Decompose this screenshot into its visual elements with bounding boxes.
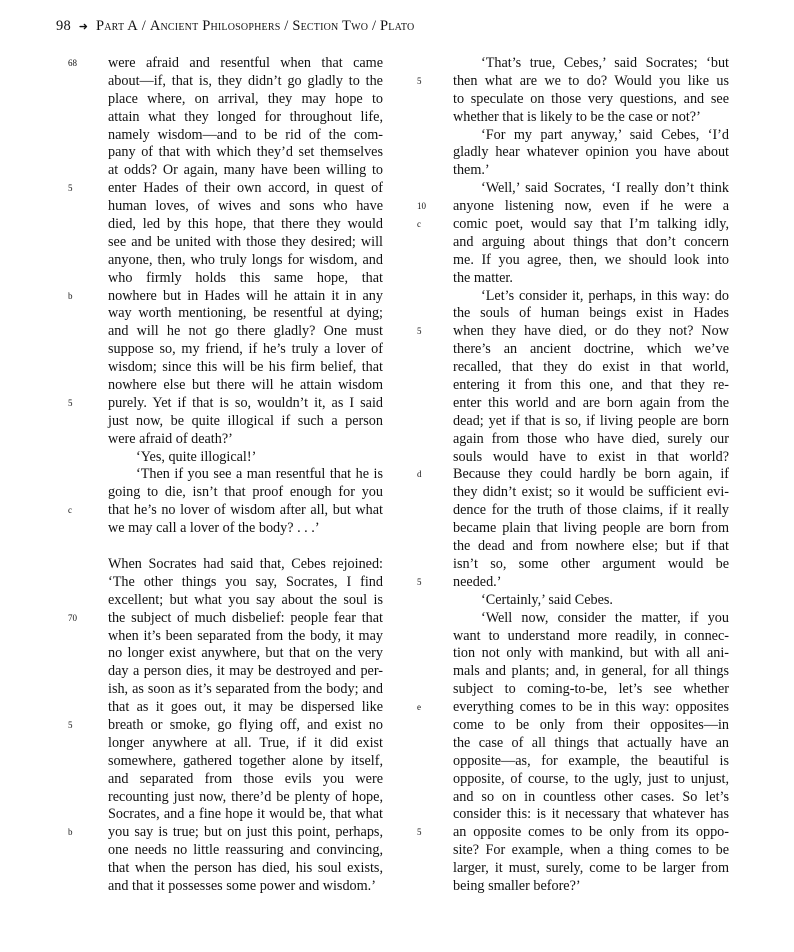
text-line xyxy=(108,73,383,91)
line-text: want to understand more readily, in connec- xyxy=(453,627,729,644)
line-text: dead; yet if that is so, if living people are born xyxy=(453,412,729,429)
header-separator: / xyxy=(284,18,289,34)
line-text: the subject of much disbelief: people fear that xyxy=(108,609,383,626)
line-text: and separated from those evils you were xyxy=(108,770,383,787)
text-line xyxy=(108,234,383,252)
line-text: Socrates, and a fine hope it would be, that what xyxy=(108,806,383,823)
text-line xyxy=(417,72,729,91)
line-text: human loves, of wives and sons who have xyxy=(108,198,383,215)
text-line xyxy=(108,753,383,771)
text-line xyxy=(453,449,729,467)
left-text-column xyxy=(68,55,383,896)
line-text: then what are we to do? Would you like us xyxy=(453,72,729,89)
margin-line-marker: b xyxy=(68,827,73,838)
line-text: come to be only from their opposites—in xyxy=(453,716,729,733)
text-line xyxy=(108,359,383,377)
text-line xyxy=(453,663,729,681)
text-line xyxy=(108,305,383,323)
text-line xyxy=(453,520,729,538)
line-text: that as it goes out, it may be dispersed like xyxy=(108,699,383,716)
text-line xyxy=(108,144,383,162)
line-text: the case of all things that actually have an xyxy=(453,734,729,751)
line-text: opposite, of course, to the ugly, just to unjust, xyxy=(453,770,729,787)
line-text: ‘Then if you see a man resentful that he is xyxy=(136,466,383,483)
text-line xyxy=(108,91,383,109)
text-line xyxy=(108,556,383,574)
text-line xyxy=(108,449,383,467)
line-text: wisdom; since this will be his firm belief, that xyxy=(108,359,383,376)
header-author: Plato xyxy=(380,18,415,34)
text-line xyxy=(453,127,729,145)
line-text: enter Hades of their own accord, in quest of xyxy=(108,180,383,197)
text-line xyxy=(417,824,729,842)
right-text-column xyxy=(417,55,729,896)
text-line xyxy=(108,806,383,824)
line-text: at odds? Or again, many have been willing to xyxy=(108,162,383,179)
line-text: comic poet, would say that I’m talking idly, xyxy=(453,216,729,233)
text-line xyxy=(453,413,729,431)
line-text: and will he not go there gladly? One must xyxy=(108,323,383,340)
text-line xyxy=(108,466,383,484)
header-separator: / xyxy=(371,18,377,34)
line-text: them.’ xyxy=(453,162,490,179)
text-line xyxy=(453,431,729,449)
line-text: enter this world and are born again from the xyxy=(453,394,729,411)
text-line xyxy=(453,592,729,610)
text-line xyxy=(108,270,383,288)
line-text: tion not only with mankind, but with all ani- xyxy=(453,645,729,662)
header-section-a: Ancient Philosophers xyxy=(149,18,281,34)
margin-line-marker: 5 xyxy=(68,719,73,730)
margin-line-marker: 5 xyxy=(417,326,422,337)
text-line xyxy=(108,681,383,699)
line-text: ‘For my part anyway,’ said Cebes, ‘I’d xyxy=(481,126,729,143)
text-line xyxy=(108,699,383,717)
line-text: one needs no little reassuring and convincing, xyxy=(108,842,383,859)
line-text: mals and plants; and, in general, for all things xyxy=(453,663,729,680)
line-text: entering it from this one, and that they re- xyxy=(453,377,729,394)
line-text: we may call a lover of the body? . . .’ xyxy=(108,520,320,537)
line-text: ‘Let’s consider it, perhaps, in this way: do xyxy=(481,287,729,304)
text-line xyxy=(108,574,383,592)
text-line xyxy=(453,878,729,896)
text-line xyxy=(453,502,729,520)
text-line xyxy=(453,645,729,663)
margin-line-marker: b xyxy=(68,290,73,301)
line-text: namely wisdom—and to be rid of the com- xyxy=(108,126,383,143)
text-line xyxy=(453,842,729,860)
line-text: died, led by this hope, that there they would xyxy=(108,216,383,233)
text-line xyxy=(108,878,383,896)
text-line xyxy=(68,824,383,842)
line-text: no longer exist anywhere, but that on the very xyxy=(108,645,383,662)
paragraph-gap xyxy=(108,538,383,556)
text-line xyxy=(108,771,383,789)
text-line xyxy=(108,735,383,753)
line-text: ‘That’s true, Cebes,’ said Socrates; ‘but xyxy=(481,55,729,71)
line-text: place where, on arrival, they may hope to xyxy=(108,90,383,107)
line-text: again from those who have died, surely our xyxy=(453,430,729,447)
line-text: you say is true; but on just this point, perhaps, xyxy=(108,824,383,841)
line-text: anyone listening now, even if he were a xyxy=(453,198,729,215)
running-header xyxy=(56,18,414,35)
line-text: the dead and from nowhere else; but if that xyxy=(453,538,729,555)
text-line xyxy=(108,842,383,860)
line-text: ‘Well now, consider the matter, if you xyxy=(481,609,729,626)
text-line xyxy=(453,556,729,574)
text-line xyxy=(108,520,383,538)
text-line xyxy=(417,198,729,216)
header-part: Part A xyxy=(95,18,138,34)
text-line xyxy=(453,288,729,306)
text-line xyxy=(453,234,729,252)
text-line xyxy=(417,699,729,717)
text-line xyxy=(68,180,383,198)
text-line xyxy=(453,753,729,771)
line-text: nowhere but in Hades will he attain it in any xyxy=(108,287,383,304)
line-text: breath or smoke, go flying off, and exist no xyxy=(108,716,383,733)
line-text: an opposite comes to be only from its oppo- xyxy=(453,824,729,841)
text-line xyxy=(453,359,729,377)
text-line xyxy=(417,573,729,592)
line-text: way worth mentioning, be resentful at dying; xyxy=(108,305,383,322)
text-line xyxy=(453,180,729,198)
text-line xyxy=(108,413,383,431)
text-line xyxy=(417,466,729,484)
line-text: larger, it must, surely, come to be larger from xyxy=(453,860,729,877)
line-text: When Socrates had said that, Cebes rejoined: xyxy=(108,555,383,572)
line-text: longer anywhere at all. True, if it did exist xyxy=(108,734,383,751)
line-text: consider this: is it necessary that whatever has xyxy=(453,806,729,823)
page-number: 98 xyxy=(56,18,71,34)
text-line xyxy=(453,717,729,735)
line-text: were afraid and resentful when that came xyxy=(108,55,383,71)
text-line xyxy=(68,716,383,735)
text-line xyxy=(453,55,729,73)
line-text: see and be united with those they desired; will xyxy=(108,233,383,250)
line-text: attain what they longed for throughout life, xyxy=(108,108,383,125)
text-line xyxy=(108,109,383,127)
text-line xyxy=(108,789,383,807)
line-text: anyone, then, who truly longs for wisdom, and xyxy=(108,251,383,268)
line-text: recounting just now, there’d be plenty of hope, xyxy=(108,788,383,805)
line-text: Because they could hardly be born again, if xyxy=(453,466,729,483)
text-line xyxy=(68,55,383,73)
line-text: everything comes to be in this way: opposites xyxy=(453,699,729,716)
text-line xyxy=(108,484,383,502)
line-text: subject to coming-to-be, let’s see whether xyxy=(453,681,729,698)
text-line xyxy=(108,198,383,216)
text-line xyxy=(108,592,383,610)
line-text: just now, be quite illogical if such a person xyxy=(108,412,383,429)
line-text: dence for the truth of those claims, if it really xyxy=(453,502,729,519)
line-text: suppose so, my friend, if he’s truly a lover of xyxy=(108,341,383,358)
line-text: day a person dies, it may be destroyed and per- xyxy=(108,663,383,680)
line-text: being smaller before?’ xyxy=(453,877,581,894)
line-text: isn’t so, some other argument would be xyxy=(453,555,729,572)
text-line xyxy=(453,91,729,109)
text-line xyxy=(108,663,383,681)
line-text: whether that is likely to be the case or not?’ xyxy=(453,108,701,125)
text-line xyxy=(417,216,729,234)
text-line xyxy=(68,287,383,306)
line-text: that he’s no lover of wisdom after all, but what xyxy=(108,502,383,519)
line-text: gladly hear whatever opinion you have about xyxy=(453,144,729,161)
text-line xyxy=(453,681,729,699)
text-line xyxy=(453,628,729,646)
line-text: recalled, that they do exist in that world, xyxy=(453,359,729,376)
line-text: me. If you agree, then, we should look into xyxy=(453,251,729,268)
text-line xyxy=(68,502,383,520)
text-line xyxy=(68,394,383,413)
header-section-b: Section Two xyxy=(292,18,369,34)
margin-line-marker: 5 xyxy=(68,397,73,408)
text-line xyxy=(453,484,729,502)
text-line xyxy=(453,789,729,807)
line-text: and arguing about things that don’t concern xyxy=(453,233,729,250)
text-line xyxy=(68,609,383,628)
line-text: somewhere, gathered together alone by itself, xyxy=(108,752,383,769)
text-line xyxy=(108,162,383,180)
text-line xyxy=(108,628,383,646)
text-line xyxy=(453,377,729,395)
line-text: excellent; but what you say about the soul is xyxy=(108,591,383,608)
line-text: ish, as soon as it’s separated from the body; and xyxy=(108,681,383,698)
line-text: and that it possesses some power and wisdom.’ xyxy=(108,877,376,894)
line-text: became plain that living people are born from xyxy=(453,520,729,537)
line-text: ‘Certainly,’ said Cebes. xyxy=(481,591,613,608)
text-line xyxy=(108,341,383,359)
margin-line-marker: 68 xyxy=(68,58,77,68)
line-text: were afraid of death?’ xyxy=(108,430,233,447)
margin-line-marker: 5 xyxy=(417,75,422,86)
line-text: opposite—as, for example, the beautiful is xyxy=(453,752,729,769)
text-line xyxy=(108,860,383,878)
line-text: souls would have to exist in that world? xyxy=(453,448,729,465)
line-text: nowhere else but there will he attain wisdom xyxy=(108,377,383,394)
line-text: the matter. xyxy=(453,269,513,286)
text-line xyxy=(108,377,383,395)
text-line xyxy=(453,610,729,628)
line-text: the souls of human beings exist in Hades xyxy=(453,305,729,322)
text-line xyxy=(453,395,729,413)
text-line xyxy=(453,270,729,288)
margin-line-marker: 5 xyxy=(68,183,73,194)
margin-line-marker: 5 xyxy=(417,576,422,587)
margin-line-marker: d xyxy=(417,469,422,480)
text-line xyxy=(108,323,383,341)
text-line xyxy=(453,538,729,556)
line-text: they didn’t exist; so it would be sufficient evi- xyxy=(453,484,729,501)
margin-line-marker: c xyxy=(417,219,421,230)
text-line xyxy=(108,216,383,234)
line-text: and so on in countless other cases. So let’s xyxy=(453,788,729,805)
margin-line-marker: e xyxy=(417,702,421,713)
text-line xyxy=(108,252,383,270)
text-line xyxy=(108,645,383,663)
text-line xyxy=(453,341,729,359)
line-text: purely. Yet if that is so, wouldn’t it, as I said xyxy=(108,394,383,411)
line-text: going to die, isn’t that proof enough for you xyxy=(108,484,383,501)
line-text: to speculate on those very questions, and see xyxy=(453,90,729,107)
line-text: that when the person has died, his soul exists, xyxy=(108,860,383,877)
text-line xyxy=(453,162,729,180)
margin-line-marker: 70 xyxy=(68,612,77,623)
line-text: pany of that with which they’d set themselves xyxy=(108,144,383,161)
margin-line-marker: 5 xyxy=(417,827,422,838)
line-text: there’s an ancient doctrine, which we’ve xyxy=(453,341,729,358)
text-line xyxy=(453,806,729,824)
line-text: ‘Well,’ said Socrates, ‘I really don’t think xyxy=(481,180,729,197)
text-line xyxy=(108,127,383,145)
margin-line-marker: 10 xyxy=(417,201,426,212)
text-line xyxy=(453,860,729,878)
text-line xyxy=(453,771,729,789)
line-text: ‘Yes, quite illogical!’ xyxy=(136,448,257,465)
line-text: when they have died, or do they not? Now xyxy=(453,323,729,340)
line-text: about—if, that is, they didn’t go gladly to the xyxy=(108,72,383,89)
arrow-icon: ➜ xyxy=(78,21,89,33)
text-line xyxy=(453,252,729,270)
text-line xyxy=(417,323,729,341)
header-separator: / xyxy=(141,18,147,34)
text-line xyxy=(453,144,729,162)
line-text: who firmly holds this same hope, that xyxy=(108,269,383,286)
line-text: when it’s been separated from the body, it may xyxy=(108,627,383,644)
margin-line-marker: c xyxy=(68,505,72,516)
text-line xyxy=(453,735,729,753)
text-line xyxy=(108,431,383,449)
text-line xyxy=(453,305,729,323)
text-line xyxy=(453,109,729,127)
line-text: needed.’ xyxy=(453,573,502,590)
line-text: site? For example, when a thing comes to be xyxy=(453,842,729,859)
line-text: ‘The other things you say, Socrates, I find xyxy=(108,573,383,590)
